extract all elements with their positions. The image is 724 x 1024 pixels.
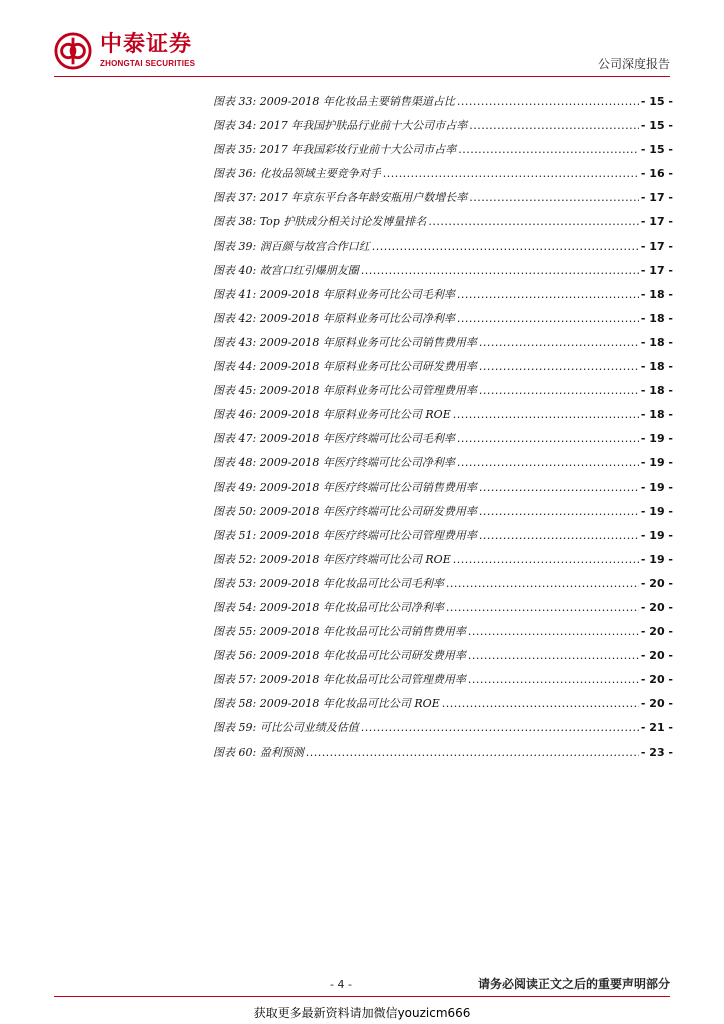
toc-entry-page: - 15 - xyxy=(640,95,673,108)
toc-entry[interactable] xyxy=(213,406,673,430)
toc-entry-label: 图表 35: xyxy=(213,143,257,157)
toc-dot-leader xyxy=(306,746,639,759)
toc-entry-text: 润百颜与故宫合作口红 xyxy=(259,239,370,253)
toc-dot-leader xyxy=(469,119,639,132)
toc-entry-text: 2017 年我国彩妆行业前十大公司市占率 xyxy=(259,143,457,157)
toc-dot-leader xyxy=(446,601,639,614)
toc-dot-leader xyxy=(442,697,639,710)
toc-entry-label: 图表 33: xyxy=(213,95,257,108)
toc-entry-title xyxy=(213,165,381,181)
toc-entry-label: 图表 59: xyxy=(213,721,257,735)
toc-entry-text: 可比公司业绩及估值 xyxy=(259,721,359,735)
toc-entry[interactable] xyxy=(213,238,673,262)
footer-divider xyxy=(54,996,670,997)
toc-entry-title xyxy=(213,744,304,760)
toc-entry-label: 图表 44: xyxy=(213,360,257,374)
toc-entry-page: - 16 - xyxy=(640,167,673,181)
toc-entry-page: - 18 - xyxy=(640,311,673,325)
toc-entry[interactable] xyxy=(213,599,673,623)
toc-entry-label: 图表 48: xyxy=(213,456,257,470)
toc-entry-title xyxy=(213,527,477,543)
toc-entry[interactable] xyxy=(213,430,673,454)
toc-entry-text: 2009-2018 年医疗终端可比公司净利率 xyxy=(259,456,455,470)
toc-dot-leader xyxy=(457,456,639,469)
toc-entry-page: - 23 - xyxy=(640,745,673,759)
company-name-en: ZHONGTAI SECURITIES xyxy=(100,59,196,68)
toc-dot-leader xyxy=(479,481,639,494)
toc-entry-page: - 20 - xyxy=(640,673,673,687)
toc-entry-label: 图表 40: xyxy=(213,263,257,277)
toc-entry-page: - 19 - xyxy=(640,552,673,566)
toc-entry-text: Top 护肤成分相关讨论发博量排名 xyxy=(259,215,427,229)
toc-entry-title xyxy=(213,286,455,302)
report-type: 公司深度报告 xyxy=(597,57,670,71)
toc-entry-label: 图表 34: xyxy=(213,119,257,133)
toc-entry[interactable] xyxy=(213,189,673,213)
toc-entry-page: - 19 - xyxy=(640,432,673,446)
toc-entry-text: 2009-2018 年医疗终端可比公司毛利率 xyxy=(259,432,455,446)
toc-entry[interactable] xyxy=(213,141,673,165)
page-number: - 4 - xyxy=(330,978,352,991)
toc-entry[interactable] xyxy=(213,117,673,141)
toc-entry-text: 2009-2018 年医疗终端可比公司管理费用率 xyxy=(259,528,477,542)
toc-dot-leader xyxy=(457,432,639,445)
toc-entry-page: - 20 - xyxy=(640,697,673,711)
toc-entry-title xyxy=(213,454,455,470)
toc-dot-leader xyxy=(479,529,639,542)
toc-entry-label: 图表 37: xyxy=(213,191,257,205)
toc-dot-leader xyxy=(479,360,639,373)
toc-entry-label: 图表 46: xyxy=(213,408,257,422)
toc-entry-page: - 17 - xyxy=(640,191,673,205)
toc-entry[interactable] xyxy=(213,479,673,503)
toc-entry-page: - 18 - xyxy=(640,408,673,422)
toc-entry[interactable] xyxy=(213,454,673,478)
toc-entry-page: - 18 - xyxy=(640,384,673,398)
toc-dot-leader xyxy=(468,673,639,686)
toc-entry-title xyxy=(213,238,370,254)
toc-entry-label: 图表 45: xyxy=(213,384,257,398)
toc-dot-leader xyxy=(468,625,639,638)
toc-entry-page: - 19 - xyxy=(640,480,673,494)
toc-entry-label: 图表 54: xyxy=(213,600,257,614)
toc-dot-leader xyxy=(453,553,639,566)
toc-entry[interactable] xyxy=(213,262,673,286)
toc-entry[interactable] xyxy=(213,213,673,237)
toc-dot-leader xyxy=(457,288,639,301)
toc-entry[interactable] xyxy=(213,334,673,358)
toc-entry-text: 2009-2018 年化妆品主要销售渠道占比 xyxy=(259,95,455,108)
toc-entry-label: 图表 56: xyxy=(213,649,257,663)
toc-entry-page: - 19 - xyxy=(640,504,673,518)
toc-entry[interactable] xyxy=(213,165,673,189)
toc-dot-leader xyxy=(361,721,639,734)
toc-entry-page: - 18 - xyxy=(640,360,673,374)
header-divider xyxy=(54,76,670,77)
toc-entry-label: 图表 60: xyxy=(213,745,257,759)
toc-dot-leader xyxy=(479,505,639,518)
toc-entry-label: 图表 57: xyxy=(213,673,257,687)
toc-dot-leader xyxy=(479,384,639,397)
toc-dot-leader xyxy=(479,336,639,349)
toc-entry-title xyxy=(213,623,466,639)
toc-entry-text: 2009-2018 年化妆品可比公司管理费用率 xyxy=(259,673,466,687)
toc-entry-text: 2009-2018 年原料业务可比公司 ROE xyxy=(259,408,451,422)
toc-entry[interactable] xyxy=(213,647,673,671)
toc-entry-label: 图表 53: xyxy=(213,576,257,590)
toc-entry-label: 图表 42: xyxy=(213,311,257,325)
toc-entry-title xyxy=(213,479,477,495)
toc-entry-label: 图表 41: xyxy=(213,287,257,301)
toc-entry-label: 图表 58: xyxy=(213,697,257,711)
toc-entry-label: 图表 36: xyxy=(213,167,257,181)
toc-dot-leader xyxy=(383,167,639,180)
toc-dot-leader xyxy=(469,191,639,204)
toc-entry-label: 图表 39: xyxy=(213,239,257,253)
toc-dot-leader xyxy=(446,577,639,590)
toc-entry[interactable] xyxy=(213,671,673,695)
toc-dot-leader xyxy=(468,649,639,662)
toc-entry-label: 图表 38: xyxy=(213,215,257,229)
toc-entry-title xyxy=(213,719,359,735)
toc-entry-text: 2009-2018 年医疗终端可比公司 ROE xyxy=(259,552,451,566)
toc-entry-text: 2017 年京东平台各年龄安瓶用户数增长率 xyxy=(259,191,468,205)
toc-dot-leader xyxy=(453,408,639,421)
toc-entry-title xyxy=(213,117,467,133)
toc-dot-leader xyxy=(458,143,639,156)
toc-entry[interactable] xyxy=(213,623,673,647)
toc-entry-title xyxy=(213,334,477,350)
toc-entry-text: 化妆品领域主要竞争对手 xyxy=(259,167,381,181)
toc-entry[interactable] xyxy=(213,358,673,382)
toc-entry-label: 图表 49: xyxy=(213,480,257,494)
toc-entry-page: - 17 - xyxy=(640,239,673,253)
toc-entry-text: 故宫口红引爆朋友圈 xyxy=(259,263,359,277)
toc-entry-label: 图表 50: xyxy=(213,504,257,518)
toc-entry-title xyxy=(213,189,467,205)
toc-entry-text: 2009-2018 年原料业务可比公司销售费用率 xyxy=(259,335,477,349)
toc-entry-page: - 18 - xyxy=(640,287,673,301)
toc-entry-text: 2009-2018 年化妆品可比公司净利率 xyxy=(259,600,444,614)
toc-entry-text: 2009-2018 年化妆品可比公司毛利率 xyxy=(259,576,444,590)
toc-entry-label: 图表 51: xyxy=(213,528,257,542)
promo-text: 获取更多最新资料请加微信youzicm666 xyxy=(253,1006,471,1020)
toc-entry[interactable] xyxy=(213,695,673,719)
toc-entry-title xyxy=(213,430,455,446)
toc-entry-label: 图表 47: xyxy=(213,432,257,446)
toc-entry-text: 2009-2018 年医疗终端可比公司销售费用率 xyxy=(259,480,477,494)
toc-entry[interactable] xyxy=(213,93,673,117)
toc-entry[interactable] xyxy=(213,310,673,334)
toc-entry-title xyxy=(213,575,444,591)
toc-entry-label: 图表 55: xyxy=(213,625,257,639)
toc-entry-text: 2009-2018 年医疗终端可比公司研发费用率 xyxy=(259,504,477,518)
toc-entry-page: - 15 - xyxy=(640,119,673,133)
toc-entry-title xyxy=(213,213,426,229)
table-of-figures xyxy=(213,93,673,768)
toc-dot-leader xyxy=(372,240,639,253)
toc-entry-title xyxy=(213,358,477,374)
toc-entry-page: - 20 - xyxy=(640,600,673,614)
toc-entry-title xyxy=(213,671,466,687)
company-name-cn: 中泰证券 xyxy=(100,32,193,57)
toc-entry-label: 图表 52: xyxy=(213,552,257,566)
toc-entry-text: 2009-2018 年原料业务可比公司净利率 xyxy=(259,311,455,325)
toc-entry-text: 2009-2018 年原料业务可比公司管理费用率 xyxy=(259,384,477,398)
toc-entry-title xyxy=(213,262,359,278)
toc-entry-page: - 19 - xyxy=(640,528,673,542)
toc-entry-text: 2009-2018 年化妆品可比公司销售费用率 xyxy=(259,625,466,639)
disclaimer-text: 请务必阅读正文之后的重要声明部分 xyxy=(477,977,670,991)
toc-entry-page: - 17 - xyxy=(640,215,673,229)
toc-entry-title xyxy=(213,382,477,398)
toc-entry-text: 2009-2018 年化妆品可比公司研发费用率 xyxy=(259,649,466,663)
toc-entry-text: 2017 年我国护肤品行业前十大公司市占率 xyxy=(259,119,468,133)
toc-entry-page: - 20 - xyxy=(640,649,673,663)
toc-dot-leader xyxy=(457,312,639,325)
toc-dot-leader xyxy=(428,215,639,228)
toc-entry[interactable] xyxy=(213,551,673,575)
toc-entry-page: - 15 - xyxy=(640,143,673,157)
toc-entry[interactable] xyxy=(213,719,673,743)
toc-entry-title xyxy=(213,647,466,663)
toc-entry-page: - 18 - xyxy=(640,335,673,349)
toc-entry[interactable] xyxy=(213,286,673,310)
toc-entry[interactable] xyxy=(213,575,673,599)
toc-entry-text: 2009-2018 年化妆品可比公司 ROE xyxy=(259,697,440,711)
toc-entry-page: - 20 - xyxy=(640,576,673,590)
toc-entry[interactable] xyxy=(213,744,673,768)
toc-entry-text: 盈利预测 xyxy=(259,745,304,759)
toc-entry-title xyxy=(213,406,451,422)
zhongtai-logo-icon xyxy=(54,32,92,70)
toc-entry-label: 图表 43: xyxy=(213,335,257,349)
toc-entry[interactable] xyxy=(213,503,673,527)
company-logo xyxy=(54,28,195,74)
toc-entry-title xyxy=(213,695,440,711)
toc-entry-page: - 17 - xyxy=(640,263,673,277)
toc-entry[interactable] xyxy=(213,382,673,406)
toc-entry-title xyxy=(213,503,477,519)
toc-entry-page: - 21 - xyxy=(640,721,673,735)
toc-entry-text: 2009-2018 年原料业务可比公司研发费用率 xyxy=(259,360,477,374)
page-header xyxy=(0,0,724,80)
toc-entry[interactable] xyxy=(213,527,673,551)
toc-entry-page: - 19 - xyxy=(640,456,673,470)
toc-entry-page: - 20 - xyxy=(640,625,673,639)
toc-entry-title xyxy=(213,551,451,567)
toc-dot-leader xyxy=(361,264,639,277)
toc-entry-title xyxy=(213,141,456,157)
toc-entry-title xyxy=(213,93,455,109)
toc-entry-title xyxy=(213,310,455,326)
toc-entry-text: 2009-2018 年原料业务可比公司毛利率 xyxy=(259,287,455,301)
toc-entry-title xyxy=(213,599,444,615)
toc-dot-leader xyxy=(457,95,639,108)
